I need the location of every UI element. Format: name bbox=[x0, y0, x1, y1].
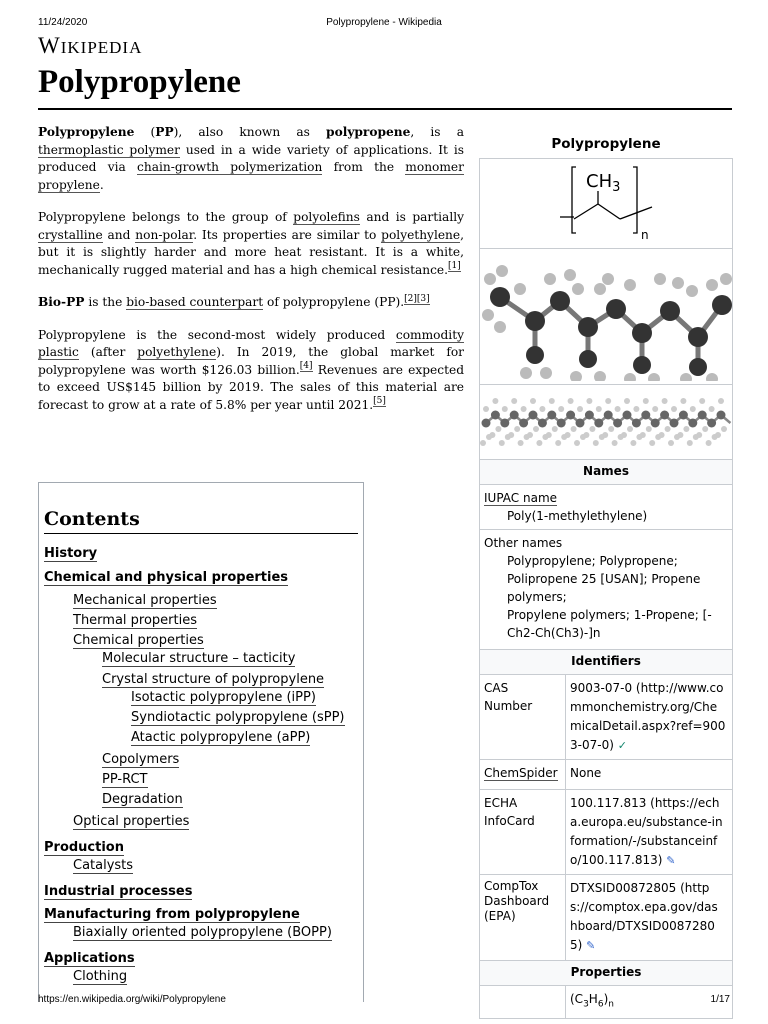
toc-item[interactable]: Industrial processes bbox=[44, 884, 193, 899]
bold-term: Polypropylene bbox=[38, 125, 135, 139]
edit-pencil-icon[interactable]: ✎ bbox=[666, 854, 676, 867]
names-header: Names bbox=[480, 460, 733, 485]
article-paragraph bbox=[38, 327, 464, 415]
bold-term: Bio-PP bbox=[38, 295, 85, 309]
paragraph-text: Polypropylene is the second-most widely produced bbox=[38, 327, 396, 342]
toc-item[interactable]: Catalysts bbox=[73, 858, 134, 873]
print-url[interactable]: https://en.wikipedia.org/wiki/Polypropylene bbox=[38, 994, 226, 1005]
toc-item[interactable]: Mechanical properties bbox=[73, 593, 217, 608]
toc-item[interactable]: PP-RCT bbox=[102, 772, 148, 787]
article-body bbox=[38, 124, 464, 429]
toc-item[interactable]: Copolymers bbox=[102, 752, 180, 767]
toc-item[interactable]: Thermal properties bbox=[73, 613, 198, 628]
paragraph-text: ), also known as bbox=[173, 125, 327, 139]
cas-number-value[interactable]: 9003-07-0 (http://www.co mmonchemistry.org/Che micalDetail.aspx?ref=900 3-07-0) ✓ bbox=[566, 675, 733, 760]
article-link[interactable]: polyethylene bbox=[137, 345, 217, 359]
paragraph-text: ). In 2019, the global market for polypropylene was worth $126.03 billion. bbox=[38, 345, 465, 377]
chemical-formula-value: $(C_3H_6)_n$ bbox=[566, 986, 733, 1019]
article-link[interactable]: non-polar bbox=[135, 227, 194, 242]
paragraph-text: is the bbox=[84, 295, 127, 309]
toc-item[interactable]: Production bbox=[44, 840, 124, 855]
table-of-contents bbox=[38, 482, 364, 1002]
comptox-label[interactable]: CompTox Dashboard (EPA) bbox=[480, 875, 566, 961]
properties-header: Properties bbox=[480, 961, 733, 986]
paragraph-text: . Its properties are similar to bbox=[193, 227, 382, 242]
article-paragraph bbox=[38, 294, 464, 312]
echa-infocard-label[interactable]: ECHA InfoCard bbox=[480, 790, 566, 875]
toc-item[interactable]: Syndiotactic polypropylene (sPP) bbox=[131, 710, 345, 725]
subscript-n: n bbox=[641, 228, 649, 242]
toc-item[interactable]: History bbox=[44, 546, 98, 561]
cas-number-label[interactable]: CAS Number bbox=[480, 675, 566, 760]
toc-item[interactable]: Clothing bbox=[73, 969, 128, 984]
comptox-value[interactable]: DTXSID00872805 (http s://comptox.epa.gov/das hboard/DTXSID0087280 5) ✎ bbox=[566, 875, 733, 961]
article-link[interactable]: bio-based counterpart bbox=[126, 295, 264, 309]
article-link[interactable]: monomer bbox=[405, 160, 464, 174]
chemical-formula-label bbox=[480, 986, 566, 1019]
iupac-name-value: Poly(1-methylethylene) bbox=[507, 509, 648, 523]
page-title: Polypropylene bbox=[38, 64, 241, 100]
wikipedia-wordmark[interactable]: WIKIPEDIA bbox=[38, 33, 143, 58]
toc-item[interactable]: Atactic polypropylene (aPP) bbox=[131, 730, 311, 745]
toc-item[interactable]: Degradation bbox=[102, 792, 183, 807]
infobox bbox=[479, 130, 733, 1019]
paragraph-text: . bbox=[99, 177, 104, 192]
bold-term: PP bbox=[155, 125, 174, 139]
citation-link[interactable]: [1] bbox=[448, 261, 461, 272]
toc-title: Contents bbox=[44, 508, 358, 534]
chemspider-label[interactable]: ChemSpider bbox=[480, 760, 566, 790]
paragraph-text: used in a wide variety of applications. It is produced via bbox=[38, 142, 464, 174]
print-title: Polypropylene - Wikipedia bbox=[326, 17, 442, 28]
article-paragraph bbox=[38, 209, 464, 279]
structural-formula-image[interactable] bbox=[480, 159, 733, 249]
ch3-label: $CH_3$ bbox=[586, 171, 621, 195]
print-date: 11/24/2020 bbox=[38, 17, 88, 28]
toc-item[interactable]: Chemical properties bbox=[73, 633, 204, 648]
toc-item[interactable]: Optical properties bbox=[73, 814, 190, 829]
bold-term: polypropene bbox=[326, 125, 411, 139]
toc-item[interactable]: Molecular structure – tacticity bbox=[102, 651, 296, 666]
article-link[interactable]: chain-growth polymerization bbox=[137, 160, 323, 174]
citation-link[interactable]: [2] bbox=[404, 293, 417, 304]
paragraph-text: , is a bbox=[410, 125, 464, 139]
page-number: 1/17 bbox=[710, 994, 730, 1005]
iupac-name-label[interactable]: IUPAC name bbox=[484, 491, 558, 505]
edit-pencil-icon[interactable]: ✎ bbox=[586, 939, 596, 952]
article-link[interactable]: commodity plastic bbox=[38, 327, 464, 359]
toc-item[interactable]: Chemical and physical properties bbox=[44, 570, 289, 585]
ball-and-stick-image[interactable] bbox=[480, 249, 733, 385]
toc-item[interactable]: Manufacturing from polypropylene bbox=[44, 907, 300, 922]
paragraph-text: , but it is slightly harder and more heat resistant. It is a white, mechanically rugged material and has a high chemical resistance. bbox=[38, 227, 464, 277]
paragraph-text: and bbox=[102, 227, 136, 242]
citation-link[interactable]: [4] bbox=[299, 361, 313, 372]
chemspider-value: None bbox=[566, 760, 733, 790]
chain-model-image[interactable] bbox=[480, 385, 733, 460]
citation-link[interactable]: [3] bbox=[416, 293, 430, 304]
paragraph-text: of polypropylene (PP). bbox=[263, 295, 405, 309]
citation-link[interactable]: [5] bbox=[373, 396, 386, 407]
paragraph-text: (after bbox=[78, 345, 138, 359]
article-paragraph bbox=[38, 124, 464, 194]
iupac-name-row bbox=[480, 485, 733, 530]
other-names-label: Other names bbox=[484, 536, 563, 550]
article-link[interactable]: propylene bbox=[38, 177, 100, 192]
other-names-row bbox=[480, 530, 733, 650]
title-divider bbox=[38, 108, 732, 110]
identifiers-header: Identifiers bbox=[480, 650, 733, 675]
toc-item[interactable]: Crystal structure of polypropylene bbox=[102, 672, 325, 687]
toc-item[interactable]: Applications bbox=[44, 951, 135, 966]
article-link[interactable]: polyethylene bbox=[381, 227, 461, 242]
toc-item[interactable]: Isotactic polypropylene (iPP) bbox=[131, 690, 316, 705]
infobox-caption: Polypropylene bbox=[551, 136, 661, 152]
paragraph-text: Revenues are expected to exceed US$145 billion by 2019. The sales of this material are forecast to grow at a rate of 5.8% per year until 2021. bbox=[38, 362, 465, 412]
paragraph-text: Polypropylene belongs to the group of bbox=[38, 210, 294, 224]
paragraph-text: and is partially bbox=[359, 210, 464, 224]
paragraph-text: ( bbox=[134, 125, 156, 139]
article-link[interactable]: polyolefins bbox=[293, 210, 360, 224]
toc-item[interactable]: Biaxially oriented polypropylene (BOPP) bbox=[73, 925, 332, 940]
other-names-value: Polypropylene; Polypropene; Polipropene 25 [USAN]; Propene polymers; Propylene polymers; 1-Propene; [- Ch2-Ch(Ch3)-]n bbox=[507, 554, 712, 640]
paragraph-text: from the bbox=[322, 160, 406, 174]
echa-infocard-value[interactable]: 100.117.813 (https://ech a.europa.eu/substance-in formation/-/substanceinf o/100.117.813) ✎ bbox=[566, 790, 733, 875]
verified-check-icon: ✓ bbox=[617, 739, 627, 752]
article-link[interactable]: crystalline bbox=[38, 227, 103, 242]
article-link[interactable]: thermoplastic polymer bbox=[38, 142, 180, 157]
